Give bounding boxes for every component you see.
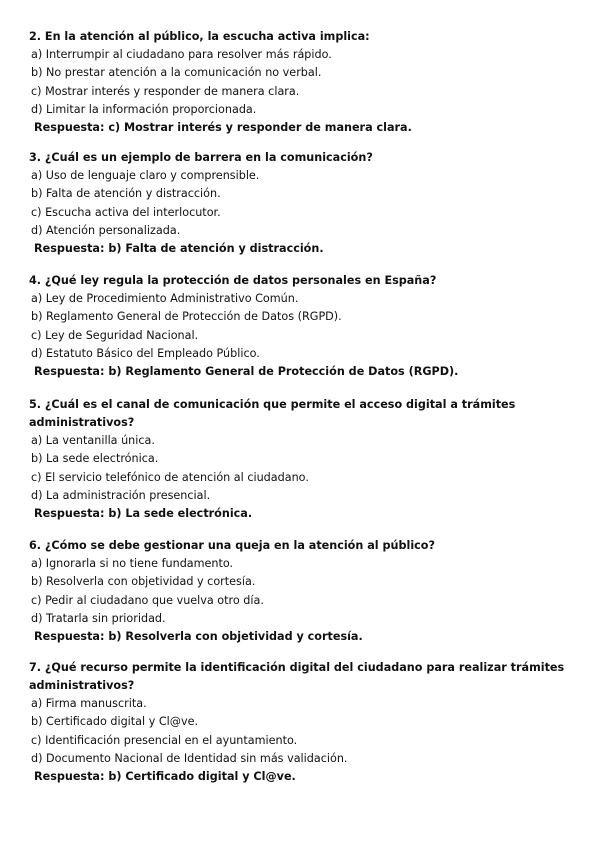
options-list — [29, 290, 569, 363]
option-b: b) Reglamento General de Protección de Datos (RGPD). — [31, 310, 342, 324]
option-c: c) Identificación presencial en el ayuntamiento. — [31, 733, 298, 747]
question-text: 6. ¿Cómo se debe gestionar una queja en la atención al público? — [29, 539, 435, 552]
option-d: d) Atención personalizada. — [31, 223, 181, 237]
option-a: a) Ignorarla si no tiene fundamento. — [31, 557, 234, 570]
question-text: 2. En la atención al público, la escucha activa implica: — [29, 30, 370, 43]
options-list — [29, 695, 569, 768]
options-list — [29, 46, 569, 119]
question-block — [29, 659, 569, 787]
option-b: b) La sede electrónica. — [31, 452, 159, 466]
question-text: 5. ¿Cuál es el canal de comunicación que permite el acceso digital a trámites administrativos? — [29, 398, 516, 429]
question-block — [29, 149, 569, 259]
answer-text: Respuesta: b) La sede electrónica. — [34, 507, 253, 521]
option-a: a) La ventanilla única. — [31, 434, 155, 447]
option-d: d) Documento Nacional de Identidad sin más validación. — [31, 751, 348, 765]
option-a: a) Ley de Procedimiento Administrativo Común. — [31, 292, 299, 305]
question-text: 3. ¿Cuál es un ejemplo de barrera en la comunicación? — [29, 151, 373, 164]
option-b: b) Falta de atención y distracción. — [31, 187, 221, 201]
answer-text: Respuesta: b) Reglamento General de Protección de Datos (RGPD). — [34, 365, 459, 379]
option-c: c) Pedir al ciudadano que vuelva otro día. — [31, 593, 264, 607]
answer-text: Respuesta: b) Falta de atención y distracción. — [34, 242, 324, 256]
question-block — [29, 537, 569, 647]
options-list — [29, 555, 569, 628]
options-list — [29, 432, 569, 505]
option-a: a) Uso de lenguaje claro y comprensible. — [31, 169, 260, 182]
options-list — [29, 167, 569, 240]
question-block — [29, 28, 569, 138]
question-block — [29, 272, 569, 382]
option-b: b) Certificado digital y Cl@ve. — [31, 715, 199, 729]
answer-text: Respuesta: c) Mostrar interés y responder de manera clara. — [34, 121, 412, 135]
option-b: b) Resolverla con objetividad y cortesía. — [31, 575, 256, 589]
question-block — [29, 396, 569, 524]
option-d: d) La administración presencial. — [31, 488, 211, 502]
question-text: 4. ¿Qué ley regula la protección de datos personales en España? — [29, 274, 437, 287]
question-text: 7. ¿Qué recurso permite la identificación digital del ciudadano para realizar trámites administrativos? — [29, 661, 565, 692]
option-d: d) Tratarla sin prioridad. — [31, 611, 166, 625]
answer-text: Respuesta: b) Resolverla con objetividad y cortesía. — [34, 630, 363, 644]
option-d: d) Estatuto Básico del Empleado Público. — [31, 346, 260, 360]
option-a: a) Firma manuscrita. — [31, 697, 147, 710]
option-c: c) Ley de Seguridad Nacional. — [31, 328, 199, 342]
option-c: c) El servicio telefónico de atención al ciudadano. — [31, 470, 309, 484]
answer-text: Respuesta: b) Certificado digital y Cl@ve. — [34, 770, 296, 784]
option-d: d) Limitar la información proporcionada. — [31, 102, 257, 116]
option-c: c) Mostrar interés y responder de manera clara. — [31, 84, 300, 98]
option-b: b) No prestar atención a la comunicación no verbal. — [31, 66, 322, 80]
option-c: c) Escucha activa del interlocutor. — [31, 205, 221, 219]
option-a: a) Interrumpir al ciudadano para resolver más rápido. — [31, 48, 332, 61]
